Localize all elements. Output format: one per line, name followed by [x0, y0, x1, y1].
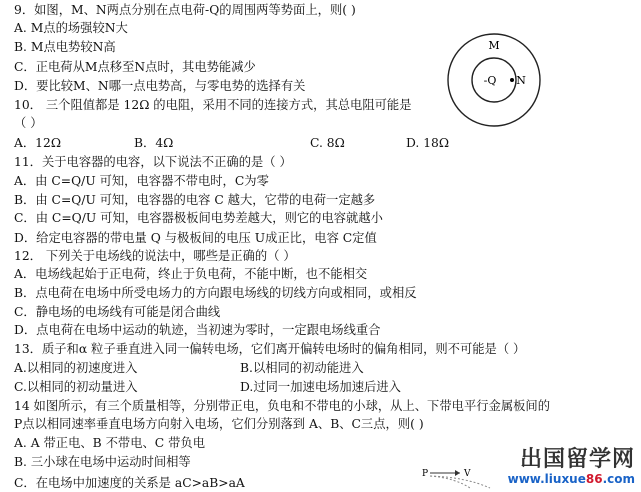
q13-options-row2 [14, 378, 614, 396]
label-m: M [488, 39, 500, 52]
label-v: V [464, 469, 471, 479]
q14-option-a: A. A 带正电、B 不带电、C 带负电 [14, 436, 206, 450]
q14-option-c: C．在电场中加速度的关系是 aC>aB>aA [14, 476, 245, 490]
q12-stem: 12． 下列关于电场线的说法中，哪些是正确的（ ） [14, 249, 296, 263]
q11-option-a: A．由 C=Q/U 可知，电容器不带电时，C为零 [14, 174, 269, 188]
q12-option-c: C．静电场的电场线有可能是闭合曲线 [14, 305, 221, 319]
q11-stem: 11．关于电容器的电容，以下说法不正确的是（ ） [14, 155, 292, 169]
q12-option-a: A．电场线起始于正电荷，终止于负电荷，不能中断，也不能相交 [14, 267, 368, 281]
q13-option-c: C.以相同的初动量进入 [14, 380, 138, 394]
watermark-cn: 出国留学网 [519, 447, 635, 472]
q11-option-d: D．给定电容器的带电量 Q 与极板间的电压 U成正比，电容 C定值 [14, 231, 377, 245]
q9-stem: 9．如图，M、N两点分别在点电荷-Q的周围两等势面上，则( ) [14, 3, 356, 17]
q9-option-a: A. M点的场强较N大 [14, 21, 128, 35]
q14-plate-figure [420, 464, 510, 490]
q12-option-d: D．点电荷在电场中运动的轨迹，当初速为零时，一定跟电场线重合 [14, 323, 381, 337]
q10-option-d: D. 18Ω [406, 136, 450, 150]
q14-option-b: B. 三小球在电场中运动时间相等 [14, 455, 191, 469]
q10-stem: 10． 三个阻值都是 12Ω 的电阻，采用不同的连接方式，其总电阻可能是 [14, 98, 412, 112]
q13-option-d: D.过同一加速电场加速后进入 [240, 380, 401, 394]
q12-option-b: B．点电荷在电场中所受电场力的方向跟电场线的切线方向或相同，或相反 [14, 286, 417, 300]
watermark-logo [508, 448, 635, 486]
q9-option-b: B. M点电势较N高 [14, 40, 116, 54]
q14-stem-line1: 14 如图所示，有三个质量相等，分别带正电，负电和不带电的小球，从上、下带电平行金属板间的 [14, 399, 551, 413]
q13-options-row1 [14, 359, 614, 377]
q13-stem: 13．质子和α 粒子垂直进入同一偏转电场，它们离开偏转电场时的偏角相同，则不可能是（ ） [14, 342, 526, 356]
q9-option-d: D．要比较M、N哪一点电势高，与零电势的选择有关 [14, 79, 306, 93]
q10-blank: （ ） [14, 116, 43, 130]
q10-option-a: A．12Ω [14, 136, 62, 150]
label-n: N [516, 74, 526, 87]
label-p: P [422, 469, 429, 479]
q9-option-c: C．正电荷从M点移至N点时，其电势能减少 [14, 60, 256, 74]
label-minus-q: -Q [483, 74, 497, 87]
q11-option-b: B．由 C=Q/U 可知，电容器的电容 C 越大，它带的电荷一定越多 [14, 193, 376, 207]
q10-option-b: B．4Ω [134, 136, 174, 150]
q9-equipotential-figure [446, 30, 546, 130]
q10-options [14, 134, 614, 152]
q10-option-c: C. 8Ω [310, 136, 345, 150]
q13-option-b: B.以相同的初动能进入 [240, 361, 364, 375]
q11-option-c: C．由 C=Q/U 可知，电容器极板间电势差越大，则它的电容就越小 [14, 211, 383, 225]
q14-stem-line2: P点以相同速率垂直电场方向射入电场，它们分别落到 A、B、C三点，则( ) [14, 417, 424, 431]
q13-option-a: A.以相同的初速度进入 [14, 361, 138, 375]
watermark-url: www.liuxue86.com [507, 472, 635, 486]
